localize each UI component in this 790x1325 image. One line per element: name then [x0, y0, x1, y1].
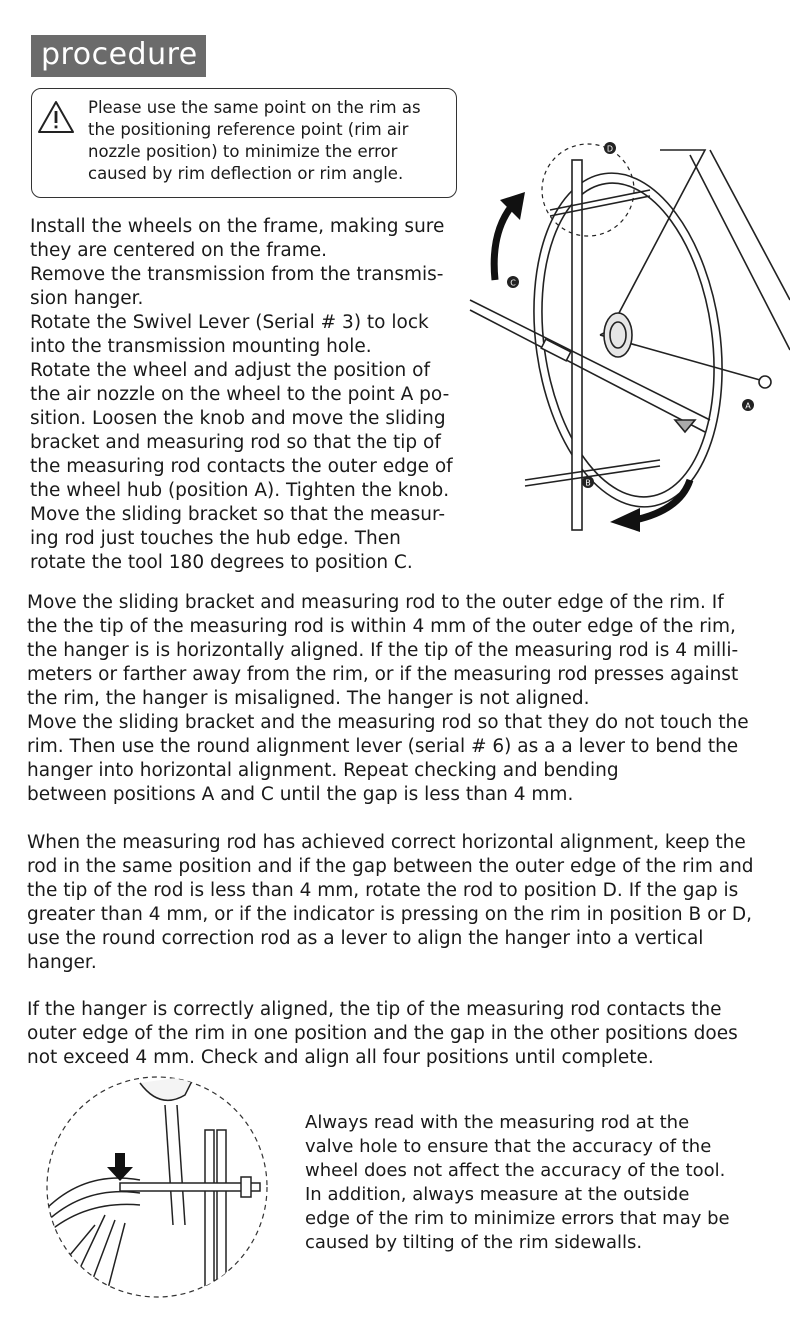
tool-upright [205, 1130, 214, 1300]
tool-column [572, 160, 582, 530]
text-line: use the round correction rod as a lever to align the hanger into a vertical [27, 928, 704, 949]
vertical-alignment-text [27, 831, 777, 975]
install-instructions [30, 215, 470, 575]
text-line: Remove the transmission from the transmis- [30, 264, 444, 285]
text-line: the the tip of the measuring rod is within 4 mm of the outer edge of the rim, [27, 616, 736, 637]
warning-line: nozzle position) to minimize the error [88, 142, 398, 161]
text-line: In addition, always measure at the outside [305, 1184, 690, 1205]
text-line: bracket and measuring rod so that the tip of [30, 432, 441, 453]
axle [759, 376, 771, 388]
measuring-rod [120, 1183, 260, 1191]
text-line: Move the sliding bracket and the measuring rod so that they do not touch the [27, 712, 749, 733]
text-line: ing rod just touches the hub edge. Then [30, 528, 401, 549]
text-line: rod in the same position and if the gap between the outer edge of the rim and [27, 856, 754, 877]
warning-line: caused by rim deflection or rim angle. [88, 164, 404, 183]
text-line: the wheel hub (position A). Tighten the knob. [30, 480, 450, 501]
label-b [582, 476, 594, 488]
label-c-text: C [510, 278, 516, 288]
warning-line: Please use the same point on the rim as [88, 98, 421, 117]
page-title: procedure [31, 35, 206, 77]
warning-text [88, 97, 448, 185]
text-line: Move the sliding bracket and measuring rod to the outer edge of the rim. If [27, 592, 724, 613]
text-line: they are centered on the frame. [30, 240, 328, 261]
text-line: When the measuring rod has achieved correct horizontal alignment, keep the [27, 832, 746, 853]
warning-line: the positioning reference point (rim air [88, 120, 409, 139]
text-line: hanger. [27, 952, 97, 973]
warning-box [31, 88, 457, 198]
text-line: valve hole to ensure that the accuracy of the [305, 1136, 712, 1157]
label-d-text: D [606, 144, 614, 154]
text-line: rim. Then use the round alignment lever (serial # 6) as a a lever to bend the [27, 736, 739, 757]
text-line: the air nozzle on the wheel to the point A po- [30, 384, 450, 405]
tool-arm [470, 300, 710, 420]
text-line: outer edge of the rim in one position and the gap in the other positions does [27, 1023, 738, 1044]
label-a-text: A [745, 401, 751, 411]
label-a [742, 399, 754, 411]
text-line: rotate the tool 180 degrees to position C. [30, 552, 413, 573]
text-line: sition. Loosen the knob and move the sliding [30, 408, 446, 429]
text-line: Always read with the measuring rod at the [305, 1112, 690, 1133]
label-b-text: B [585, 478, 591, 488]
rotate-arrow-up [494, 202, 515, 280]
text-line: meters or farther away from the rim, or if the measuring rod presses against [27, 664, 739, 685]
text-line: sion hanger. [30, 288, 144, 309]
valve-measurement-illustration [45, 1075, 270, 1300]
measurement-tip-text [305, 1111, 775, 1255]
warning-triangle-icon [36, 99, 76, 135]
frame-seat-stay [600, 150, 705, 335]
label-d [604, 142, 616, 154]
text-line: hanger into horizontal alignment. Repeat checking and bending [27, 760, 619, 781]
text-line: Install the wheels on the frame, making sure [30, 216, 445, 237]
text-line: edge of the rim to minimize errors that may be [305, 1208, 730, 1229]
text-line: between positions A and C until the gap is less than 4 mm. [27, 784, 574, 805]
horizontal-alignment-text [27, 591, 777, 807]
text-line: the rim, the hanger is misaligned. The hanger is not aligned. [27, 688, 590, 709]
label-c [507, 276, 519, 288]
text-line: caused by tilting of the rim sidewalls. [305, 1232, 643, 1253]
frame-down-tube [690, 155, 790, 350]
text-line: wheel does not affect the accuracy of the tool. [305, 1160, 726, 1181]
text-line: into the transmission mounting hole. [30, 336, 372, 357]
text-line: not exceed 4 mm. Check and align all four positions until complete. [27, 1047, 654, 1068]
text-line: Move the sliding bracket so that the measur- [30, 504, 446, 525]
cassette [604, 313, 632, 357]
correct-alignment-text [27, 998, 777, 1070]
text-line: the tip of the rod is less than 4 mm, rotate the rod to position D. If the gap is [27, 880, 739, 901]
text-line: the hanger is is horizontally aligned. If the tip of the measuring rod is 4 milli- [27, 640, 739, 661]
text-line: the measuring rod contacts the outer edge of [30, 456, 453, 477]
text-line: If the hanger is correctly aligned, the tip of the measuring rod contacts the [27, 999, 722, 1020]
text-line: greater than 4 mm, or if the indicator is pressing on the rim in position B or D, [27, 904, 753, 925]
text-line: Rotate the Swivel Lever (Serial # 3) to lock [30, 312, 429, 333]
text-line: Rotate the wheel and adjust the position of [30, 360, 430, 381]
alignment-tool-illustration [460, 140, 790, 540]
rotate-arrow-down [635, 480, 690, 520]
